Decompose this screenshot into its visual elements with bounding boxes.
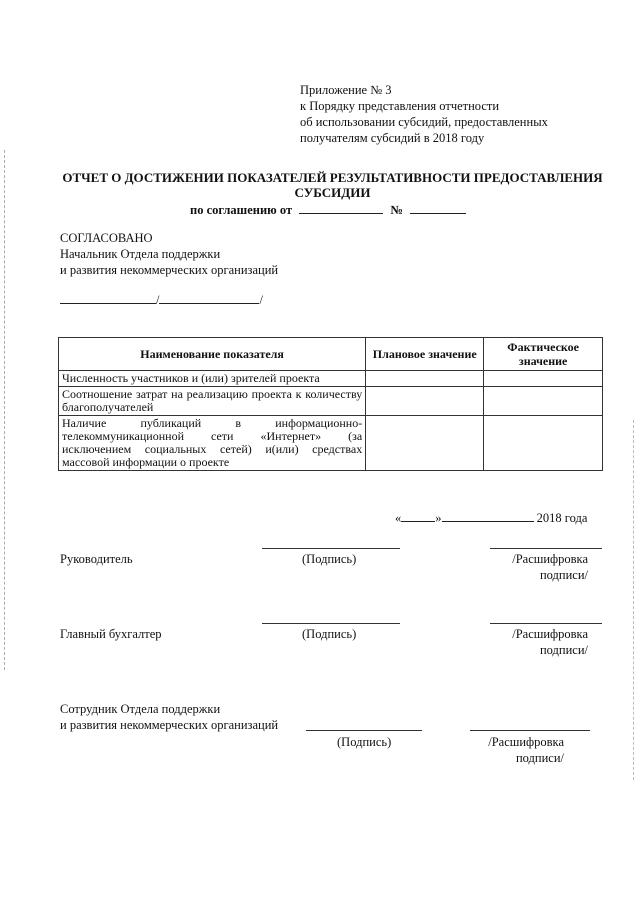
approved-position-line: Начальник Отдела поддержки: [60, 247, 221, 261]
agreement-number-field[interactable]: [410, 202, 466, 214]
appendix-line: об использовании субсидий, предоставленных: [300, 115, 548, 129]
signature-role: [60, 701, 278, 733]
signature-caption: (Подпись): [337, 735, 392, 749]
signature-decode: [446, 734, 564, 766]
decode-line[interactable]: [490, 548, 602, 549]
table-header-row: [59, 338, 603, 371]
table-row: [59, 371, 603, 387]
date-day-field[interactable]: [401, 510, 435, 522]
signature-caption: (Подпись): [302, 552, 357, 566]
planned-value-cell[interactable]: [366, 416, 484, 471]
signature-decode: [470, 626, 588, 658]
planned-value-cell[interactable]: [366, 387, 484, 416]
signature-role: Руководитель: [60, 552, 133, 566]
slash-separator: /: [156, 293, 160, 307]
actual-value-cell[interactable]: [484, 416, 603, 471]
decode-line2: подписи/: [515, 751, 564, 765]
approved-signature-fields: [60, 292, 263, 308]
appendix-line: получателям субсидий в 2018 году: [300, 131, 485, 145]
role-line: и развития некоммерческих организаций: [60, 718, 279, 732]
signature-line[interactable]: [262, 623, 400, 624]
decode-line2: подписи/: [539, 643, 588, 657]
approved-block: [60, 230, 278, 278]
approved-signature-field[interactable]: [60, 292, 156, 304]
actual-value-cell[interactable]: [484, 387, 603, 416]
table-row: [59, 387, 603, 416]
approved-position-line: и развития некоммерческих организаций: [60, 263, 279, 277]
scan-edge-left: [4, 150, 6, 670]
date-year: 2018 года: [536, 511, 588, 525]
signature-line[interactable]: [306, 730, 422, 731]
decode-line[interactable]: [470, 730, 590, 731]
header-actual-value: Фактическое значение: [484, 338, 603, 371]
date-close-quote: »: [435, 511, 442, 525]
date-open-quote: «: [395, 511, 402, 525]
indicator-name-cell: Соотношение затрат на реализацию проекта к количеству благополучателей: [59, 387, 366, 416]
decode-line2: подписи/: [539, 568, 588, 582]
decode-line1: /Расшифровка: [512, 627, 588, 641]
report-date-line: [395, 510, 587, 526]
approved-name-field[interactable]: [159, 292, 259, 304]
scan-edge-right: [633, 420, 635, 780]
actual-value-cell[interactable]: [484, 371, 603, 387]
signature-line[interactable]: [262, 548, 400, 549]
agreement-line: [190, 202, 466, 218]
decode-line1: /Расшифровка: [512, 552, 588, 566]
table-row: [59, 416, 603, 471]
document-title: ОТЧЕТ О ДОСТИЖЕНИИ ПОКАЗАТЕЛЕЙ РЕЗУЛЬТАТИВНОСТИ ПРЕДОСТАВЛЕНИЯ СУБСИДИИ: [62, 170, 603, 200]
decode-line[interactable]: [490, 623, 602, 624]
role-line: Сотрудник Отдела поддержки: [60, 702, 221, 716]
indicator-name-cell: Численность участников и (или) зрителей проекта: [59, 371, 366, 387]
appendix-line: Приложение № 3: [300, 83, 392, 97]
header-planned-value: Плановое значение: [366, 338, 484, 371]
appendix-header: [300, 82, 548, 146]
signature-role: Главный бухгалтер: [60, 627, 162, 641]
indicators-table: [58, 337, 603, 471]
agreement-number-sign: №: [390, 203, 403, 217]
approved-label: СОГЛАСОВАНО: [60, 231, 153, 245]
planned-value-cell[interactable]: [366, 371, 484, 387]
agreement-prefix: по соглашению от: [190, 203, 293, 217]
slash-separator: /: [259, 293, 263, 307]
indicator-name-cell: Наличие публикаций в информационно-телекоммуникационной сети «Интернет» (за исключением социальных сетей) и(или) средствах массовой информации о проекте: [59, 416, 366, 471]
signature-caption: (Подпись): [302, 627, 357, 641]
agreement-date-field[interactable]: [299, 202, 383, 214]
signature-decode: [470, 551, 588, 583]
appendix-line: к Порядку представления отчетности: [300, 99, 500, 113]
date-month-field[interactable]: [442, 510, 534, 522]
decode-line1: /Расшифровка: [488, 735, 564, 749]
header-indicator-name: Наименование показателя: [59, 338, 366, 371]
